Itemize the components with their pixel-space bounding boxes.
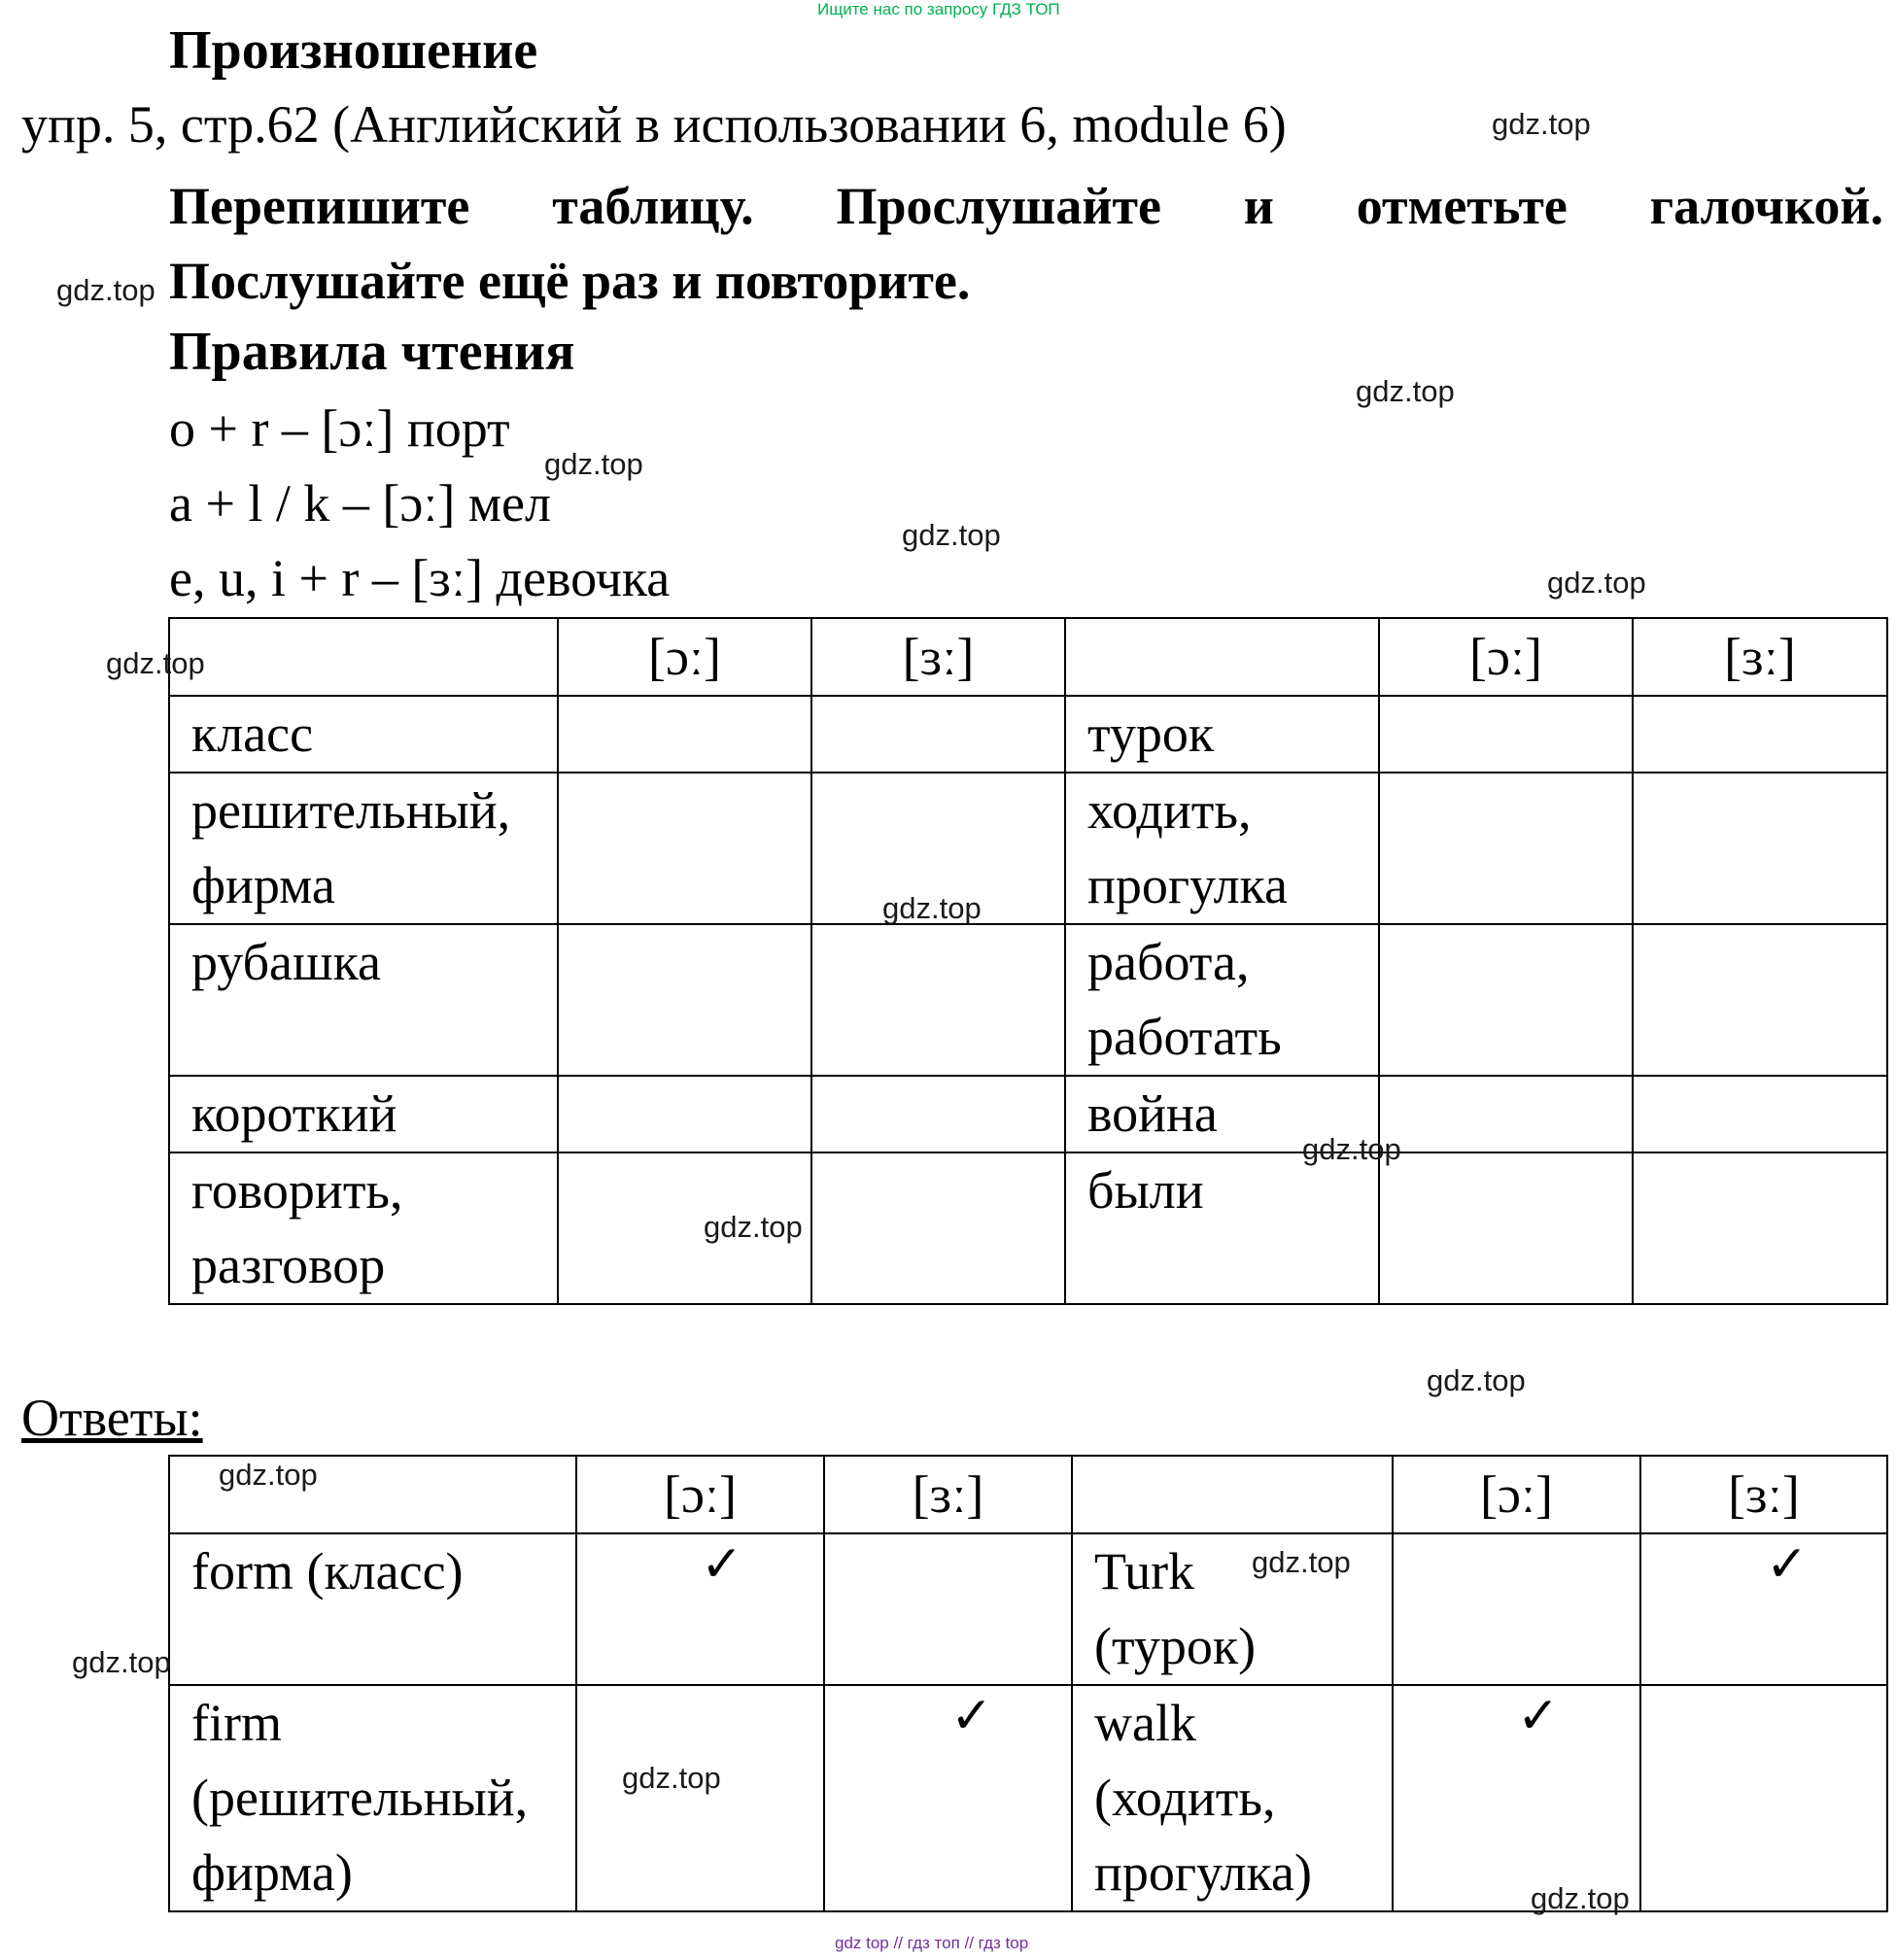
word-cell: война (1065, 1076, 1379, 1152)
word-cell: Turk (турок) (1072, 1533, 1393, 1685)
tick-cell (1393, 1685, 1640, 1911)
watermark: gdz.top (1252, 1545, 1351, 1579)
rules-title: Правила чтения (169, 322, 575, 382)
task-line-2: Послушайте ещё раз и повторите. (169, 252, 971, 310)
tick-cell[interactable] (1633, 1076, 1887, 1152)
header-cell-empty (1065, 618, 1379, 696)
tick-cell (1393, 1533, 1640, 1685)
task-table (168, 617, 1888, 1305)
word-cell: walk (ходить, прогулка) (1072, 1685, 1393, 1911)
tick-cell (1640, 1533, 1887, 1685)
footer-watermark: gdz top // гдз топ // гдз top (835, 1934, 1029, 1952)
tick-cell[interactable] (1633, 1152, 1887, 1304)
watermark: gdz.top (56, 273, 155, 307)
answer-table (168, 1455, 1888, 1912)
tick-cell[interactable] (1379, 1152, 1633, 1304)
watermark: gdz.top (902, 518, 1001, 552)
header-cell-empty (1072, 1456, 1393, 1533)
word-cell: класс (169, 696, 558, 773)
word-cell: говорить, разговор (169, 1152, 558, 1304)
header-cell-er: [ɜː] (824, 1456, 1072, 1533)
watermark: gdz.top (1531, 1881, 1630, 1915)
tick-cell[interactable] (1379, 773, 1633, 924)
tick-cell[interactable] (811, 1152, 1065, 1304)
word-cell: form (класс) (169, 1533, 576, 1685)
tick-cell (824, 1685, 1072, 1911)
table-row (169, 1533, 1887, 1685)
tick-cell[interactable] (558, 924, 811, 1076)
watermark: gdz.top (219, 1458, 318, 1492)
answers-title: Ответы: (21, 1389, 203, 1447)
check-mark-icon: ✓ (701, 1537, 743, 1593)
tick-cell (824, 1533, 1072, 1685)
watermark: gdz.top (544, 447, 643, 481)
rule-e-u-i-r: e, u, i + r – [ɜː] девочка (169, 549, 671, 607)
header-cell-aw: [ɔː] (576, 1456, 824, 1533)
word-cell: рубашка (169, 924, 558, 1076)
tick-cell[interactable] (558, 773, 811, 924)
watermark: gdz.top (1492, 107, 1591, 141)
table-header-row (169, 618, 1887, 696)
word-cell: были (1065, 1152, 1379, 1304)
header-cell-er: [ɜː] (1633, 618, 1887, 696)
tick-cell[interactable] (811, 696, 1065, 773)
watermark: gdz.top (1427, 1363, 1526, 1397)
watermark: gdz.top (1547, 566, 1646, 600)
word-cell: турок (1065, 696, 1379, 773)
watermark: gdz.top (704, 1210, 803, 1244)
table-row (169, 773, 1887, 924)
word-cell: работа, работать (1065, 924, 1379, 1076)
header-cell-empty (169, 618, 558, 696)
task-line-1: Перепишите таблицу. Прослушайте и отметьте галочкой. (169, 177, 1883, 235)
table-row (169, 1152, 1887, 1304)
tick-cell[interactable] (1379, 1076, 1633, 1152)
table-header-row (169, 1456, 1887, 1533)
word-cell: короткий (169, 1076, 558, 1152)
header-cell-aw: [ɔː] (1393, 1456, 1640, 1533)
check-mark-icon: ✓ (1517, 1689, 1560, 1744)
exercise-reference: упр. 5, стр.62 (Английский в использовании 6, module 6) (21, 95, 1287, 154)
tick-cell[interactable] (558, 696, 811, 773)
word-cell: ходить, прогулка (1065, 773, 1379, 924)
tick-cell[interactable] (1633, 773, 1887, 924)
tick-cell[interactable] (1379, 924, 1633, 1076)
watermark: gdz.top (622, 1761, 721, 1795)
tick-cell (1640, 1685, 1887, 1911)
check-mark-icon: ✓ (1766, 1537, 1809, 1593)
promo-banner: Ищите нас по запросу ГДЗ ТОП (817, 0, 1060, 18)
tick-cell[interactable] (811, 924, 1065, 1076)
tick-cell[interactable] (558, 1076, 811, 1152)
header-cell-er: [ɜː] (811, 618, 1065, 696)
header-cell-aw: [ɔː] (558, 618, 811, 696)
table-row (169, 1076, 1887, 1152)
table-row (169, 924, 1887, 1076)
header-cell-er: [ɜː] (1640, 1456, 1887, 1533)
section-title: Произношение (169, 20, 538, 81)
watermark: gdz.top (1356, 374, 1455, 408)
table-row (169, 696, 1887, 773)
tick-cell[interactable] (1633, 924, 1887, 1076)
tick-cell (576, 1685, 824, 1911)
rule-o-r: o + r – [ɔː] порт (169, 399, 510, 458)
check-mark-icon: ✓ (950, 1689, 993, 1744)
watermark: gdz.top (106, 646, 205, 680)
tick-cell[interactable] (1379, 696, 1633, 773)
tick-cell[interactable] (811, 1076, 1065, 1152)
word-cell: firm (решительный, фирма) (169, 1685, 576, 1911)
header-cell-aw: [ɔː] (1379, 618, 1633, 696)
table-row (169, 1685, 1887, 1911)
watermark: gdz.top (882, 891, 982, 925)
word-cell: решительный, фирма (169, 773, 558, 924)
watermark: gdz.top (72, 1645, 171, 1679)
rule-a-l-k: a + l / k – [ɔː] мел (169, 474, 551, 533)
watermark: gdz.top (1302, 1132, 1401, 1166)
tick-cell[interactable] (1633, 696, 1887, 773)
task-instructions (169, 169, 1883, 319)
tick-cell (576, 1533, 824, 1685)
